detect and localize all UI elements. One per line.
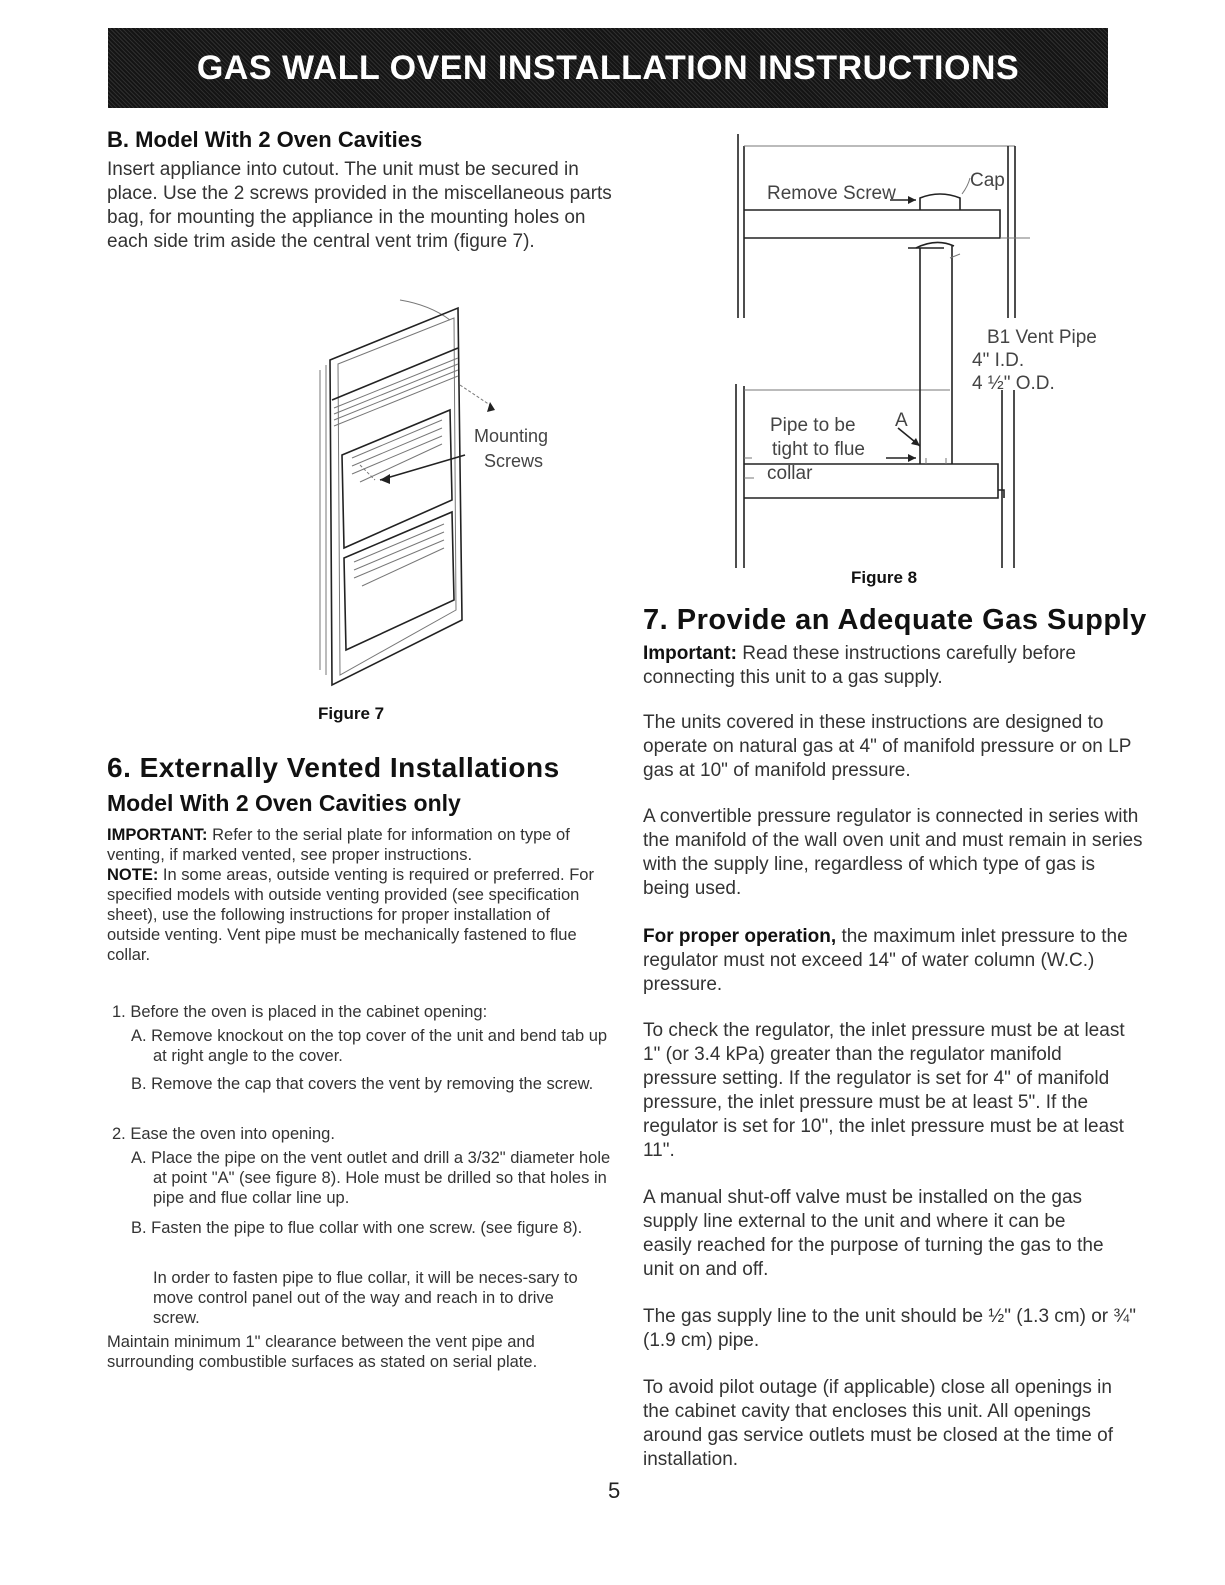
section-6-subheading: Model With 2 Oven Cavities only — [107, 790, 461, 816]
figure-8-label-pipe-1: Pipe to be — [770, 415, 856, 436]
section-6-heading: 6. Externally Vented Installations — [107, 752, 560, 783]
section-7-para-4: To check the regulator, the inlet pressure must be at least 1" (or 3.4 kPa) greater than the regulator manifold pressure setting. If the regulator is set for 4" of manifold pressure, the inlet pressure must be at least 5". If the regulator is set for 10", the inlet pressure must be at least 11". — [643, 1020, 1125, 1161]
figure-8-label-id: 4" I.D. — [972, 350, 1025, 371]
step-1b: B. Remove the cap that covers the vent by removing the screw. — [131, 1075, 594, 1093]
figure-8-label-pipe-3: collar — [767, 463, 813, 484]
figure-8-label-vent-pipe: B1 Vent Pipe — [987, 327, 1097, 348]
section-7-para-6: The gas supply line to the unit should be ½" (1.3 cm) or ¾" (1.9 cm) pipe. — [643, 1306, 1136, 1351]
section-b-heading: B. Model With 2 Oven Cavities — [107, 127, 423, 152]
section-6-note — [107, 865, 597, 965]
figure-8-cap — [920, 194, 960, 210]
figure-8-caption: Figure 8 — [851, 568, 918, 587]
section-6-note-text: In some areas, outside venting is required or preferred. For specified models with outside venting provided (see specification sheet), use the following instructions for proper installation of outside venting. Vent pipe must be mechanically fastened to flue collar. — [107, 866, 594, 964]
section-7-important-label: Important: — [643, 643, 737, 664]
step-1: 1. Before the oven is placed in the cabinet opening: — [112, 1003, 488, 1021]
section-6-note-label: NOTE: — [107, 866, 159, 884]
page-header-title: GAS WALL OVEN INSTALLATION INSTRUCTIONS — [196, 49, 1020, 87]
figure-8-vent-pipe — [920, 246, 952, 464]
clearance-note: Maintain minimum 1" clearance between the vent pipe and surrounding combustible surfaces as stated on serial plate. — [107, 1333, 538, 1371]
page-header-banner — [108, 28, 1108, 108]
figure-8-top-unit — [744, 210, 1000, 238]
figure-7-oven-illustration — [290, 290, 580, 700]
step-2a: A. Place the pipe on the vent outlet and drill a 3/32" diameter hole at point "A" (see figure 8). Hole must be drilled so that holes in pipe and flue collar line up. — [131, 1149, 611, 1207]
step-2b: B. Fasten the pipe to flue collar with one screw. (see figure 8). — [131, 1219, 583, 1237]
figure-8-label-point-a: A — [895, 410, 908, 431]
section-6-important-label: IMPORTANT: — [107, 826, 208, 844]
page-number: 5 — [608, 1478, 621, 1503]
section-6-important-text: Refer to the serial plate for information on type of venting, if marked vented, see proper instructions. — [107, 826, 570, 864]
figure-7-label-mounting: Mounting — [474, 426, 549, 446]
figure-8-label-pipe-2: tight to flue — [772, 439, 865, 460]
figure-8-label-od: 4 ½" O.D. — [972, 373, 1055, 394]
figure-7-cabinet-edge — [320, 365, 326, 675]
section-6-important — [107, 825, 597, 865]
section-7-para-3-text: the maximum inlet pressure to the regulator must not exceed 14" of water column (W.C.) pressure. — [643, 926, 1128, 995]
section-7-para-3-label: For proper operation, — [643, 926, 837, 947]
figure-7-lower-cavity — [344, 512, 454, 650]
step-1a: A. Remove knockout on the top cover of the unit and bend tab up at right angle to the cover. — [131, 1027, 608, 1065]
figure-8-label-remove-screw: Remove Screw — [767, 183, 896, 204]
figure-7-label-screws: Screws — [484, 451, 544, 471]
section-7-para-7: To avoid pilot outage (if applicable) close all openings in the cabinet cavity that encloses this unit. All openings around gas service outlets must be closed at the time of installation. — [643, 1377, 1113, 1470]
step-2: 2. Ease the oven into opening. — [112, 1125, 335, 1143]
figure-8-label-cap: Cap — [970, 170, 1005, 191]
step-2b-note: In order to fasten pipe to flue collar, it will be neces-sary to move control panel out of the way and reach in to drive screw. — [153, 1269, 578, 1327]
section-7-heading: 7. Provide an Adequate Gas Supply — [643, 604, 1147, 636]
section-7-para-1: The units covered in these instructions are designed to operate on natural gas at 4" of manifold pressure or on LP gas at 10" of manifold pressure. — [643, 712, 1132, 781]
section-7-para-5: A manual shut-off valve must be installed on the gas supply line external to the unit and where it can be easily reached for the purpose of turning the gas to the unit on and off. — [643, 1187, 1104, 1280]
section-7-important-text: Read these instructions carefully before connecting this unit to a gas supply. — [643, 643, 1076, 688]
section-7-para-2: A convertible pressure regulator is connected in series with the manifold of the wall oven unit and must remain in series with the supply line, regardless of which type of gas is being used. — [643, 806, 1143, 899]
figure-7-cut-line — [400, 300, 450, 320]
section-7-para-3 — [643, 925, 1133, 997]
figure-7-caption: Figure 7 — [318, 704, 385, 723]
section-b-body: Insert appliance into cutout. The unit must be secured in place. Use the 2 screws provided in the miscellaneous parts bag, for mounting the appliance in the mounting holes on each side trim aside the central vent trim (figure 7). — [107, 159, 612, 252]
section-7-important — [643, 642, 1113, 690]
